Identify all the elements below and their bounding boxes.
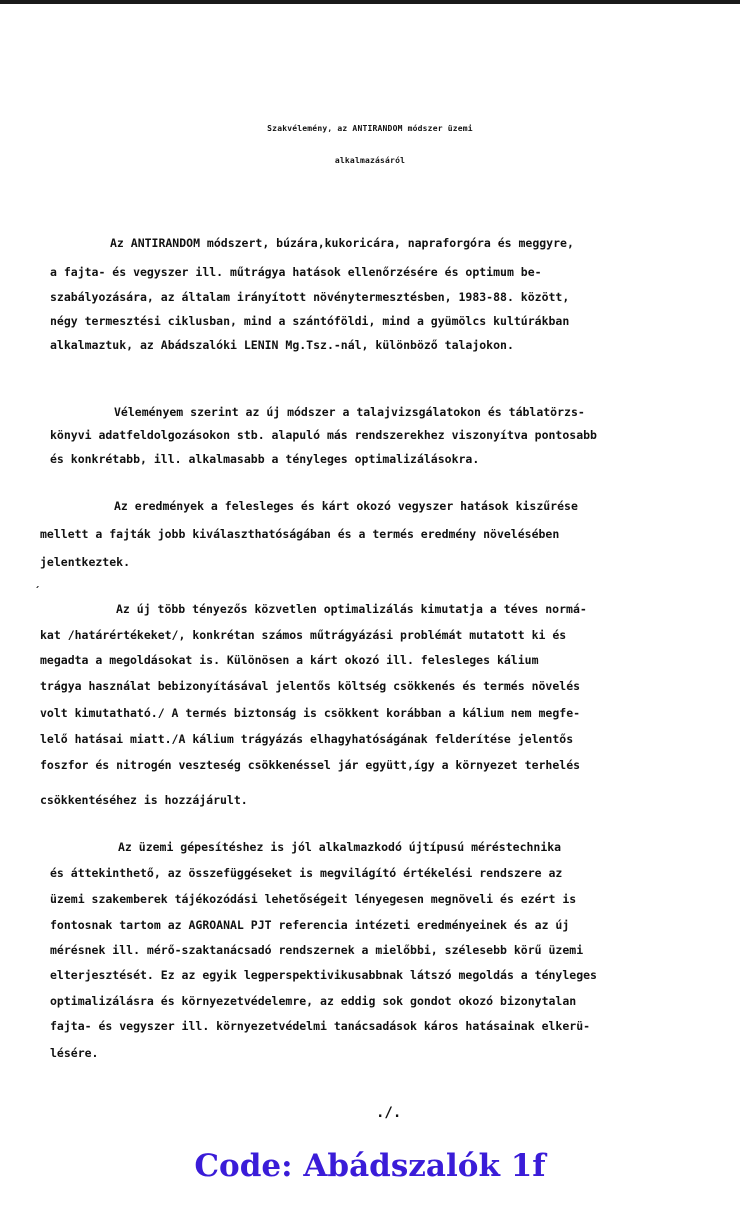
paragraph-line: csökkentéséhez is hozzájárult. [40,793,248,807]
document-end-mark: ./. [376,1105,402,1121]
paragraph-line: Az ANTIRANDOM módszert, búzára,kukoricára, napraforgóra és meggyre, [110,236,574,250]
paragraph-line: elterjesztését. Ez az egyik legperspektivikusabbnak látszó megoldás a tényleges [50,968,597,982]
paragraph-line: mellett a fajták jobb kiválaszthatóságában és a termés eredmény növelésében [40,527,560,541]
paragraph-line: optimalizálásra és környezetvédelemre, az eddig sok gondot okozó bizonytalan [50,994,577,1008]
paragraph-line: Véleményem szerint az új módszer a talajvizsgálatokon és táblatörzs- [114,405,585,419]
paragraph-line: Az eredmények a felesleges és kárt okozó vegyszer hatások kiszűrése [114,499,578,513]
paragraph-line: fontosnak tartom az AGROANAL PJT referencia intézeti eredményeinek és az új [50,918,570,932]
paragraph-line: kat /határértékeket/, konkrétan számos műtrágyázási problémát mutatott ki és [40,628,567,642]
paragraph-line: mérésnek ill. mérő-szaktanácsadó rendszernek a mielőbbi, szélesebb körű üzemi [50,943,584,957]
paragraph-line: lelő hatásai miatt./A kálium trágyázás elhagyhatóságának felderítése jelentős [40,732,574,746]
stray-mark: ˊ [34,584,42,598]
paragraph-line: alkalmaztuk, az Abádszalóki LENIN Mg.Tsz.-nál, különböző talajokon. [50,338,514,352]
paragraph-line: volt kimutatható./ A termés biztonság is csökkent korábban a kálium nem megfe- [40,706,581,720]
paragraph-line: foszfor és nitrogén veszteség csökkenéssel jár együtt,így a környezet terhelés [40,758,581,772]
paragraph-line: megadta a megoldásokat is. Különösen a kárt okozó ill. felesleges kálium [40,653,539,667]
code-label: Code: Abádszalók 1f [194,1148,546,1184]
document-title-line-1: Szakvélemény, az ANTIRANDOM módszer üzemi [267,124,473,133]
paragraph-line: és konkrétabb, ill. alkalmasabb a tényleges optimalizálásokra. [50,452,480,466]
paragraph-line: trágya használat bebizonyításával jelentős költség csökkenés és termés növelés [40,679,581,693]
document-title-line-2: alkalmazásáról [334,156,406,165]
paragraph-line: könyvi adatfeldolgozásokon stb. alapuló más rendszerekhez viszonyítva pontosabb [50,428,597,442]
paragraph-line: üzemi szakemberek tájékozódási lehetőségeit lényegesen megnöveli és ezért is [50,892,577,906]
paragraph-line: szabályozására, az általam irányított növénytermesztésben, 1983-88. között, [50,290,570,304]
paragraph-line: lésére. [50,1046,99,1060]
paragraph-line: fajta- és vegyszer ill. környezetvédelmi tanácsadások káros hatásainak elkerü- [50,1019,591,1033]
paragraph-line: és áttekinthető, az összefüggéseket is megvilágító értékelési rendszere az [50,866,563,880]
paragraph-line: Az üzemi gépesítéshez is jól alkalmazkodó újtípusú méréstechnika [118,840,562,854]
paragraph-line: a fajta- és vegyszer ill. műtrágya hatások ellenőrzésére és optimum be- [50,265,542,279]
paragraph-line: jelentkeztek. [40,555,131,569]
paragraph-line: Az új több tényezős közvetlen optimalizálás kimutatja a téves normá- [116,602,587,616]
paragraph-line: négy termesztési ciklusban, mind a szántóföldi, mind a gyümölcs kultúrákban [50,314,570,328]
